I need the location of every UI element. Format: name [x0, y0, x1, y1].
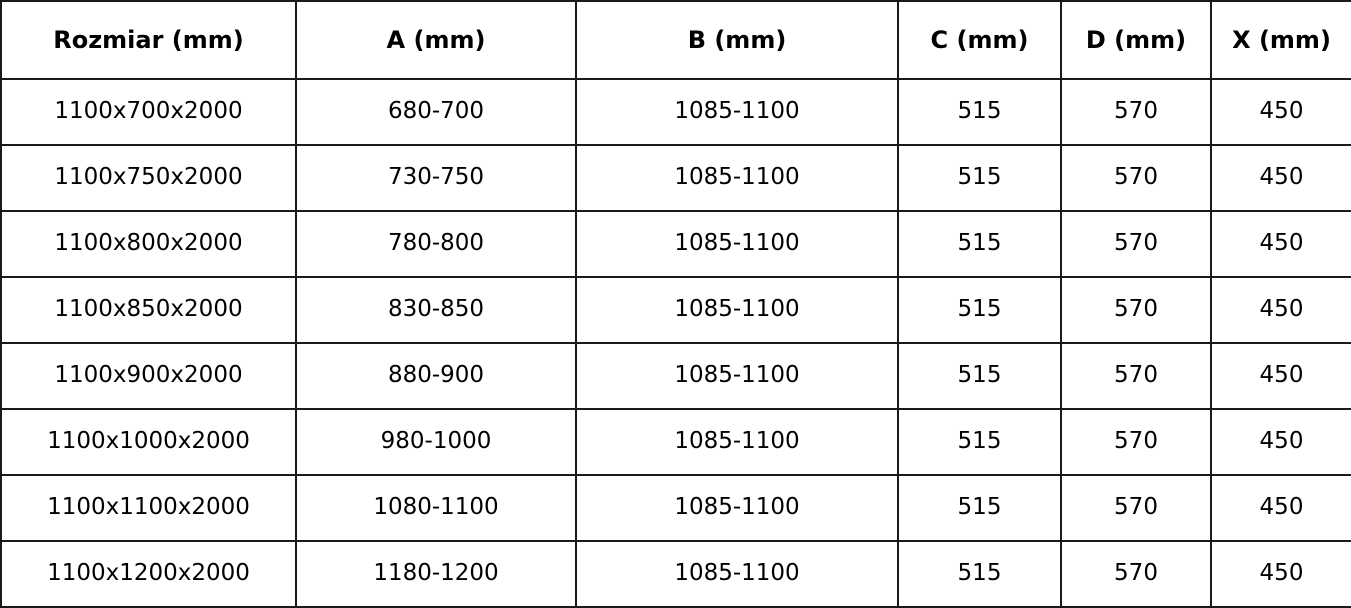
- cell-b: 1085-1100: [576, 541, 898, 607]
- cell-x: 450: [1211, 79, 1351, 145]
- table-row: [1, 409, 1351, 475]
- column-header-d: D (mm): [1061, 1, 1211, 79]
- column-header-x: X (mm): [1211, 1, 1351, 79]
- cell-c: 515: [898, 277, 1061, 343]
- cell-rozmiar: 1100x900x2000: [1, 343, 296, 409]
- cell-a: 980-1000: [296, 409, 576, 475]
- cell-rozmiar: 1100x750x2000: [1, 145, 296, 211]
- cell-rozmiar: 1100x1100x2000: [1, 475, 296, 541]
- cell-c: 515: [898, 409, 1061, 475]
- cell-x: 450: [1211, 145, 1351, 211]
- cell-d: 570: [1061, 79, 1211, 145]
- column-header-a: A (mm): [296, 1, 576, 79]
- cell-a: 1180-1200: [296, 541, 576, 607]
- cell-c: 515: [898, 343, 1061, 409]
- cell-x: 450: [1211, 475, 1351, 541]
- table-header-row: [1, 1, 1351, 79]
- table-body: [1, 79, 1351, 607]
- cell-d: 570: [1061, 211, 1211, 277]
- cell-a: 780-800: [296, 211, 576, 277]
- table-row: [1, 79, 1351, 145]
- table-row: [1, 145, 1351, 211]
- cell-rozmiar: 1100x850x2000: [1, 277, 296, 343]
- cell-d: 570: [1061, 409, 1211, 475]
- cell-rozmiar: 1100x1200x2000: [1, 541, 296, 607]
- column-header-rozmiar: Rozmiar (mm): [1, 1, 296, 79]
- cell-a: 880-900: [296, 343, 576, 409]
- cell-b: 1085-1100: [576, 145, 898, 211]
- column-header-b: B (mm): [576, 1, 898, 79]
- cell-a: 830-850: [296, 277, 576, 343]
- cell-c: 515: [898, 79, 1061, 145]
- cell-a: 730-750: [296, 145, 576, 211]
- cell-d: 570: [1061, 475, 1211, 541]
- cell-c: 515: [898, 145, 1061, 211]
- table-row: [1, 541, 1351, 607]
- table-row: [1, 475, 1351, 541]
- table-row: [1, 277, 1351, 343]
- cell-c: 515: [898, 211, 1061, 277]
- cell-d: 570: [1061, 343, 1211, 409]
- cell-b: 1085-1100: [576, 409, 898, 475]
- cell-b: 1085-1100: [576, 79, 898, 145]
- cell-x: 450: [1211, 409, 1351, 475]
- cell-rozmiar: 1100x1000x2000: [1, 409, 296, 475]
- cell-a: 1080-1100: [296, 475, 576, 541]
- cell-rozmiar: 1100x700x2000: [1, 79, 296, 145]
- table-row: [1, 211, 1351, 277]
- cell-d: 570: [1061, 277, 1211, 343]
- cell-d: 570: [1061, 145, 1211, 211]
- cell-b: 1085-1100: [576, 211, 898, 277]
- cell-b: 1085-1100: [576, 343, 898, 409]
- column-header-c: C (mm): [898, 1, 1061, 79]
- table-header: [1, 1, 1351, 79]
- table-row: [1, 343, 1351, 409]
- cell-b: 1085-1100: [576, 277, 898, 343]
- cell-b: 1085-1100: [576, 475, 898, 541]
- cell-x: 450: [1211, 541, 1351, 607]
- cell-d: 570: [1061, 541, 1211, 607]
- cell-x: 450: [1211, 343, 1351, 409]
- cell-a: 680-700: [296, 79, 576, 145]
- cell-rozmiar: 1100x800x2000: [1, 211, 296, 277]
- cell-x: 450: [1211, 277, 1351, 343]
- cell-c: 515: [898, 475, 1061, 541]
- cell-x: 450: [1211, 211, 1351, 277]
- cell-c: 515: [898, 541, 1061, 607]
